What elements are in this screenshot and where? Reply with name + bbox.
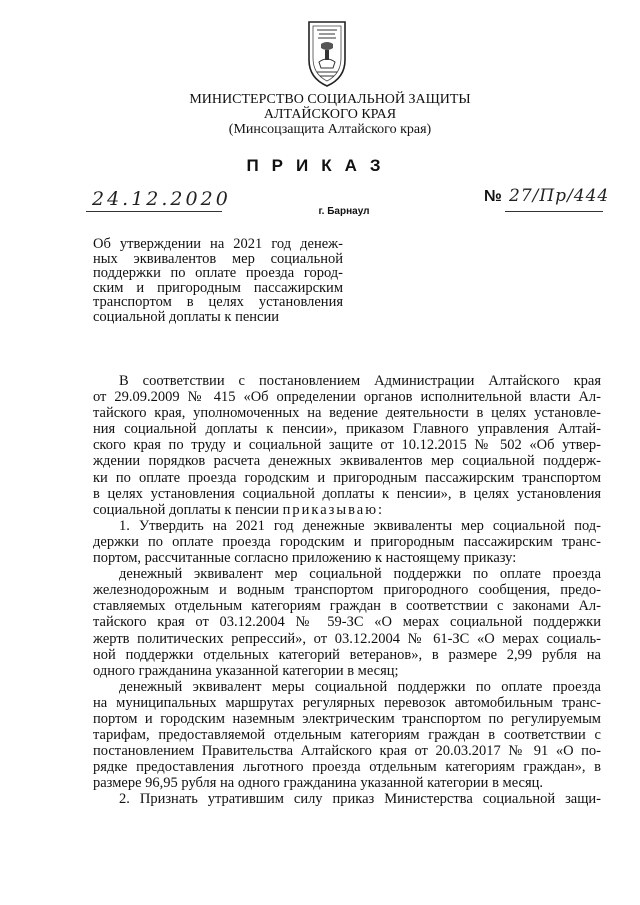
body-line: одного гражданина указанной категории в месяц; xyxy=(93,662,399,679)
order-verb: приказываю: xyxy=(282,501,385,518)
body-line: ставляемых отдельным категориям граждан в соответствии с законами Ал- xyxy=(93,598,601,615)
city: г. Барнаул xyxy=(318,206,370,217)
body-line: тайского края, уполномоченных на ведение деятельности в целях установле- xyxy=(93,405,601,422)
handwritten-date: 24.12.2020 xyxy=(92,188,231,210)
coat-of-arms-emblem xyxy=(305,18,349,90)
number-label: № xyxy=(484,188,502,205)
body-line: 1. Утвердить на 2021 год денежные эквиваленты мер социальной под- xyxy=(119,517,601,534)
ministry-name-line2: АЛТАЙСКОГО КРАЯ xyxy=(263,107,397,122)
body-line: постановлением Правительства Алтайского края от 20.03.2017 № 91 «О по- xyxy=(93,743,601,760)
body-line: денежный эквивалент меры социальной поддержки по оплате проезда xyxy=(119,678,601,695)
body-text: социальной доплаты к пенсии xyxy=(93,501,283,518)
body-line: рядке предоставления льготного проезда отдельным категориям граждан», в xyxy=(93,759,601,776)
ministry-short-name: (Минсоцзащита Алтайского края) xyxy=(228,122,432,137)
body-line: жертв политических репрессий», от 03.12.2004 № 61-ЗС «О мерах социаль- xyxy=(93,630,601,647)
body-line: держки по оплате проезда городским и пригородным пассажирским транс- xyxy=(93,533,601,550)
document-title: ПРИКАЗ xyxy=(246,156,394,175)
body-line: денежный эквивалент мер социальной поддержки по оплате проезда xyxy=(119,566,601,583)
subject-line: транспортом в целях установления xyxy=(93,294,343,311)
subject-line: Об утверждении на 2021 год денеж- xyxy=(93,236,343,252)
body-line xyxy=(93,502,601,518)
body-line: в целях установления социальной доплаты к пенсии», в целях установления xyxy=(93,485,601,502)
body-line: ского края по труду и социальной защите от 10.12.2015 № 502 «Об утвер- xyxy=(93,437,601,454)
body-line: 2. Признать утратившим силу приказ Министерства социальной защи- xyxy=(119,791,601,808)
order-subject xyxy=(93,237,343,325)
body-line: размере 96,95 рубля на одного гражданина указанной категории в месяц. xyxy=(93,775,544,792)
subject-line: социальной доплаты к пенсии xyxy=(93,308,279,325)
body-line: ния социальной доплаты к пенсии», приказом Главного управления Алтай- xyxy=(93,421,601,438)
body-line: от 29.09.2009 № 415 «Об определении органов исполнительной власти Ал- xyxy=(93,389,601,406)
body-line: железнодорожным и водным транспортом пригородного сообщения, предо- xyxy=(93,582,601,599)
body-line: тарифам, предоставляемой отдельным категориям граждан в соответствии с xyxy=(93,727,601,744)
body-line: В соответствии с постановлением Администрации Алтайского края xyxy=(119,373,601,389)
subject-line: поддержки по оплате проезда город- xyxy=(93,265,343,282)
body-line: ки по оплате проезда городским и пригородным пассажирским транспортом xyxy=(93,469,601,486)
order-body xyxy=(93,373,601,808)
ministry-name-line1: МИНИСТЕРСТВО СОЦИАЛЬНОЙ ЗАЩИТЫ xyxy=(189,92,471,107)
body-line: портом, рассчитанные согласно приложению к настоящему приказу: xyxy=(93,550,517,567)
handwritten-order-number: 27/Пр/444 xyxy=(509,186,610,206)
body-line: ждении порядков расчета денежных эквивалентов мер социальной поддерж- xyxy=(93,453,601,470)
body-line: портом и городским наземным электрическим транспортом по регулируемым xyxy=(93,710,601,727)
ministry-header xyxy=(180,92,480,137)
body-line: ной поддержки отдельных категорий ветеранов», в размере 2,99 рубля на xyxy=(93,646,601,663)
body-line: тайского края от 03.12.2004 № 59-ЗС «О мерах социальной поддержки xyxy=(93,614,601,631)
subject-line: ных эквивалентов мер социальной xyxy=(93,250,343,267)
subject-line: ским и пригородным пассажирским xyxy=(93,279,343,296)
body-line: на муниципальных маршрутах регулярных перевозок автомобильным транс- xyxy=(93,694,601,711)
